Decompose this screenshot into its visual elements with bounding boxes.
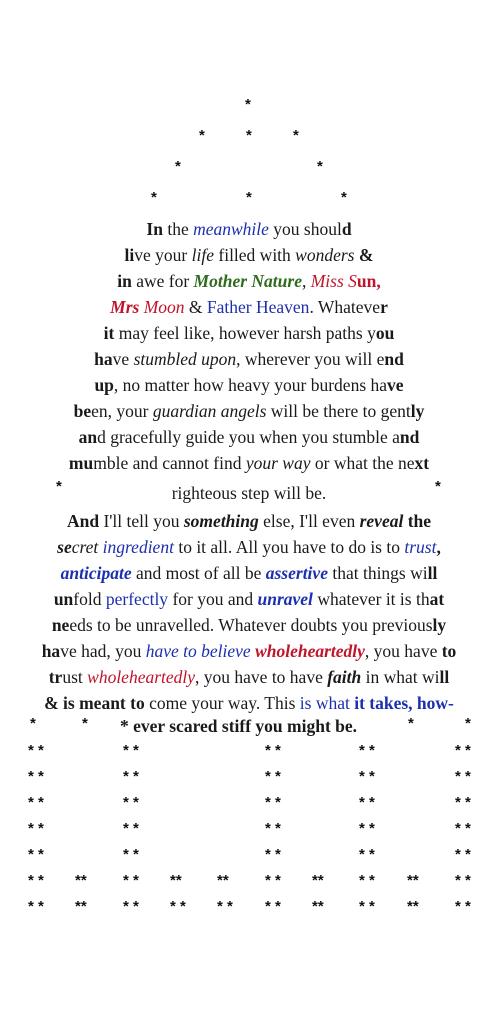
star: * xyxy=(246,189,252,206)
line-text: unravel xyxy=(257,589,313,609)
star: * * xyxy=(28,898,44,915)
line-text: ever scared stiff you might be. xyxy=(133,716,358,736)
star: * xyxy=(175,158,181,175)
line-text: , xyxy=(301,271,311,291)
star: * * xyxy=(123,768,139,785)
line-text: may feel like, however harsh paths y xyxy=(114,323,376,343)
star: * * xyxy=(265,768,281,785)
line-text: ve had, you xyxy=(60,641,146,661)
line-text: righteous step will be. xyxy=(171,483,327,503)
star-row xyxy=(0,821,498,837)
line-text: , you have to have xyxy=(195,667,328,687)
line-text: awe for xyxy=(131,271,194,291)
line-text: cret xyxy=(71,537,103,557)
line-text: to it all. All you have to do is to xyxy=(173,537,405,557)
line-text: un, xyxy=(356,271,381,291)
line-text: li xyxy=(124,245,135,265)
star: * xyxy=(408,715,414,732)
star: * xyxy=(82,715,88,732)
line-text: whatever it is th xyxy=(312,589,430,609)
star: * xyxy=(465,715,471,732)
line-text: mble and cannot find xyxy=(93,453,246,473)
line-text: ingredient xyxy=(102,537,174,557)
line-text: & xyxy=(354,245,374,265)
star: * * xyxy=(123,820,139,837)
poem-line xyxy=(0,294,498,320)
line-text: at xyxy=(429,589,445,609)
line-text: the xyxy=(403,511,432,531)
line-text: else, I'll even xyxy=(258,511,360,531)
line-text: ha xyxy=(41,641,61,661)
star: ** xyxy=(75,898,87,915)
line-text: nd xyxy=(399,427,420,447)
line-text: filled with xyxy=(214,245,296,265)
line-text: it takes, xyxy=(354,693,413,713)
poem-line xyxy=(0,346,498,372)
line-text: is what xyxy=(299,693,350,713)
line-text: fold xyxy=(73,589,106,609)
poem-line xyxy=(0,586,498,612)
poem-line xyxy=(0,424,498,450)
line-text: come your way. This xyxy=(144,693,300,713)
line-text: , no matter how heavy your burdens ha xyxy=(113,375,388,395)
star-row xyxy=(0,769,498,785)
star: * * xyxy=(217,898,233,915)
line-text: how- xyxy=(412,693,454,713)
poem-line xyxy=(0,480,498,506)
line-text: stumbled upon xyxy=(133,349,237,369)
line-text: Moon xyxy=(139,297,185,317)
star: * * xyxy=(455,794,471,811)
poem-line xyxy=(0,664,498,690)
poem-line xyxy=(0,216,498,242)
line-text: ve xyxy=(112,349,134,369)
line-text: ust xyxy=(62,667,88,687)
star: * * xyxy=(455,768,471,785)
star: * xyxy=(341,189,347,206)
star-row xyxy=(0,873,498,889)
star: * * xyxy=(359,794,375,811)
star: * * xyxy=(123,872,139,889)
line-text: life xyxy=(191,245,214,265)
line-text: for you and xyxy=(168,589,258,609)
star: * xyxy=(435,478,441,495)
line-text: ne xyxy=(51,615,70,635)
line-text: meanwhile xyxy=(193,219,269,239)
star: * * xyxy=(359,898,375,915)
star: * * xyxy=(455,742,471,759)
star: * * xyxy=(123,898,139,915)
star: * * xyxy=(123,794,139,811)
star: ** xyxy=(170,872,182,889)
star: * xyxy=(293,127,299,144)
star: * * xyxy=(170,898,186,915)
star: * * xyxy=(359,768,375,785)
line-text: eds to be unravelled. Whatever doubts you previous xyxy=(69,615,433,635)
star: ** xyxy=(407,898,419,915)
line-text: & is meant to xyxy=(44,693,145,713)
line-text: in what wi xyxy=(361,667,440,687)
line-text: tr xyxy=(48,667,63,687)
line-text: . Whateve xyxy=(309,297,381,317)
line-text: , you have xyxy=(364,641,442,661)
line-text: se xyxy=(57,537,72,557)
star: * * xyxy=(265,898,281,915)
line-text: to xyxy=(441,641,457,661)
star-row xyxy=(0,899,498,915)
line-text: have to believe xyxy=(145,641,251,661)
line-text: ha xyxy=(94,349,113,369)
star: * * xyxy=(265,846,281,863)
line-text: un xyxy=(53,589,74,609)
star: * * xyxy=(265,820,281,837)
line-text: an xyxy=(78,427,98,447)
line-text: wholeheartedly xyxy=(87,667,196,687)
star-row xyxy=(0,847,498,863)
star: * * xyxy=(359,872,375,889)
line-text: wholeheartedly xyxy=(255,641,365,661)
line-text: wonders xyxy=(295,245,355,265)
line-text: ly xyxy=(432,615,447,635)
star: * xyxy=(245,96,251,113)
line-text: & xyxy=(184,297,207,317)
star: * * xyxy=(359,846,375,863)
star: * * xyxy=(455,820,471,837)
star: * * xyxy=(265,742,281,759)
poem-line xyxy=(0,534,498,560)
poem-line xyxy=(0,560,498,586)
star: * xyxy=(199,127,205,144)
line-text: it xyxy=(103,323,115,343)
star: ** xyxy=(407,872,419,889)
poem-line xyxy=(0,372,498,398)
star: ** xyxy=(312,872,324,889)
line-text: ll xyxy=(427,563,438,583)
line-text: ou xyxy=(375,323,395,343)
line-text: And xyxy=(66,511,100,531)
star: * * xyxy=(455,898,471,915)
line-text: In xyxy=(146,219,163,239)
star: * * xyxy=(359,820,375,837)
poem-line xyxy=(120,713,420,739)
line-text: the xyxy=(162,219,194,239)
star: * * xyxy=(28,768,44,785)
star: * * xyxy=(455,846,471,863)
line-text: be xyxy=(73,401,92,421)
line-text: reveal xyxy=(359,511,404,531)
poem-line xyxy=(0,612,498,638)
line-text: that things wi xyxy=(327,563,428,583)
star: * xyxy=(120,716,129,736)
star: * * xyxy=(455,872,471,889)
line-text: Father Heaven xyxy=(206,297,310,317)
star: * * xyxy=(28,742,44,759)
star: * xyxy=(246,127,252,144)
line-text: in xyxy=(117,271,132,291)
line-text: , xyxy=(436,537,441,557)
poem-line xyxy=(0,320,498,346)
line-text: anticipate xyxy=(60,563,132,583)
line-text: I'll tell you xyxy=(99,511,184,531)
line-text: nd xyxy=(384,349,404,369)
star: * xyxy=(317,158,323,175)
star: * * xyxy=(359,742,375,759)
line-text: ll xyxy=(439,667,450,687)
star: * * xyxy=(265,872,281,889)
line-text: you shoul xyxy=(268,219,342,239)
line-text: d gracefully guide you when you stumble a xyxy=(97,427,400,447)
line-text: trust xyxy=(404,537,437,557)
line-text: Mother Nature xyxy=(193,271,302,291)
star: * xyxy=(151,189,157,206)
line-text: , wherever you will e xyxy=(236,349,385,369)
star: * * xyxy=(28,846,44,863)
line-text: will be there to gent xyxy=(266,401,411,421)
poem-line xyxy=(0,450,498,476)
star: * * xyxy=(28,872,44,889)
line-text: ve your xyxy=(134,245,192,265)
line-text: xt xyxy=(414,453,430,473)
star: * * xyxy=(123,846,139,863)
star-row xyxy=(0,743,498,759)
poem-line xyxy=(0,638,498,664)
line-text: en, your xyxy=(91,401,153,421)
poem-line xyxy=(0,398,498,424)
line-text: something xyxy=(183,511,259,531)
line-text: r xyxy=(380,297,388,317)
line-text: assertive xyxy=(265,563,328,583)
line-text: up xyxy=(94,375,114,395)
line-text: perfectly xyxy=(105,589,169,609)
line-text: or what the ne xyxy=(310,453,415,473)
line-text: mu xyxy=(68,453,94,473)
line-text: and most of all be xyxy=(131,563,266,583)
star: ** xyxy=(217,872,229,889)
poem-line xyxy=(0,242,498,268)
star: * * xyxy=(28,794,44,811)
line-text: Mrs xyxy=(110,297,140,317)
line-text: faith xyxy=(327,667,362,687)
line-text: d xyxy=(341,219,352,239)
star: * xyxy=(56,478,62,495)
star: * * xyxy=(28,820,44,837)
star: * * xyxy=(265,794,281,811)
line-text: guardian angels xyxy=(152,401,267,421)
line-text: your way xyxy=(245,453,311,473)
star-row xyxy=(0,795,498,811)
star: ** xyxy=(75,872,87,889)
star: ** xyxy=(312,898,324,915)
line-text: ly xyxy=(410,401,425,421)
line-text: Miss S xyxy=(310,271,357,291)
poem-line xyxy=(0,268,498,294)
star: * * xyxy=(123,742,139,759)
line-text: ve xyxy=(387,375,404,395)
star: * xyxy=(30,715,36,732)
poem-line xyxy=(0,508,498,534)
